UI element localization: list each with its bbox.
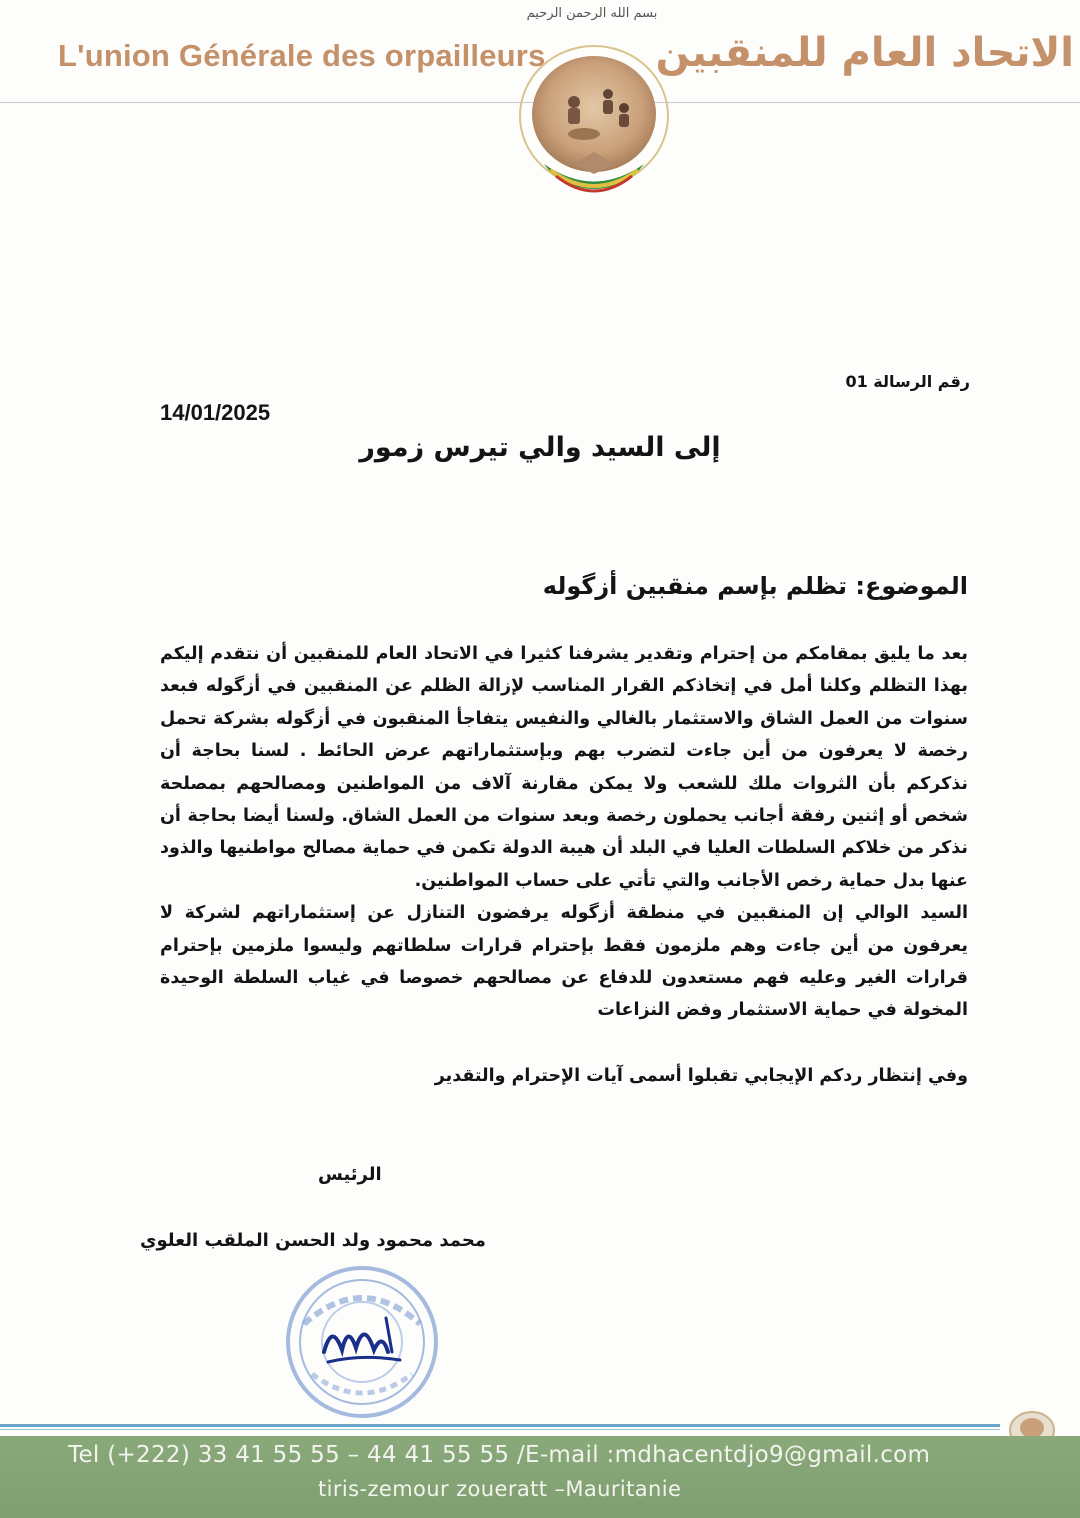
letter-number-value: 01 bbox=[845, 372, 868, 391]
signatory-title: الرئيس bbox=[318, 1164, 382, 1185]
closing-line: وفي إنتظار ردكم الإيجابي تقبلوا أسمى آيات الإحترام والتقدير bbox=[434, 1066, 968, 1086]
subject-line: الموضوع: تظلم بإسم منقبين أزگوله bbox=[542, 572, 968, 600]
org-logo-emblem bbox=[504, 24, 684, 194]
org-name-french: L'union Générale des orpailleurs bbox=[58, 38, 546, 73]
official-stamp bbox=[282, 1262, 442, 1422]
footer-divider bbox=[0, 1424, 1000, 1427]
basmala: بسم الله الرحمن الرحيم bbox=[526, 6, 658, 21]
footer-divider-thin bbox=[0, 1429, 1000, 1430]
recipient-line: إلى السيد والي تيرس زمور bbox=[359, 432, 721, 463]
letter-body bbox=[160, 638, 968, 1027]
body-paragraph: بعد ما يليق بمقامكم من إحترام وتقدير يشرفنا كثيرا في الاتحاد العام للمنقبين أن نتقدم إليكم بهذا التظلم وكلنا أمل في إتخاذكم القرار المناسب لإزالة الظلم عن المنقبين في أزگوله فبعد سنوات من العمل الشاق والاستثمار بالغالي والنفيس يتفاجأ المنقبون في أزگوله بشركة تحمل رخصة لا يعرفون من أين جاءت لتضرب بهم وبإستثماراتهم عرض الحائط . لسنا بحاجة أن نذكركم بأن الثروات ملك للشعب ولا يمكن مقارنة آلاف من المواطنين ومصالحهم بمصلحة شخص أو إثنين رفقة أجانب يحملون رخصة وبعد سنوات من العمل الشاق. ولسنا أيضا بحاجة أن نذكر من خلاكم السلطات العليا في البلد أن هيبة الدولة تكمن في حماية مصالح مواطنيها والذود عنها بدل حماية رخص الأجانب والتي تأتي على حساب المواطنين. bbox=[160, 644, 968, 891]
body-paragraph: السيد الوالي إن المنقبين في منطقة أزگوله يرفضون التنازل عن إستثماراتهم لشركة لا يعرفون من أين جاءت وهم ملزمون فقط بإحترام قرارات سلطاتهم وليسوا ملزمين بإحترام قرارات الغير وعليه فهم مستعدون للدفاع عن مصالحهم خصوصا في غياب السلطة الوحيدة المخولة في حماية الاستثمار وفض النزاعات bbox=[160, 903, 968, 1021]
signatory-name: محمد محمود ولد الحسن الملقب العلوي bbox=[140, 1230, 486, 1251]
letter-number-label: رقم الرسالة bbox=[873, 372, 970, 391]
letter-number bbox=[845, 372, 970, 391]
letter-date: 14/01/2025 bbox=[160, 400, 271, 425]
org-name-arabic: الاتحاد العام للمنقبين bbox=[655, 30, 1074, 76]
footer-address: tiris-zemour zoueratt –Mauritanie bbox=[318, 1477, 682, 1501]
footer-contact: Tel (+222) 33 41 55 55 – 44 41 55 55 /E-mail :mdhacentdjo9@gmail.com bbox=[68, 1442, 931, 1468]
